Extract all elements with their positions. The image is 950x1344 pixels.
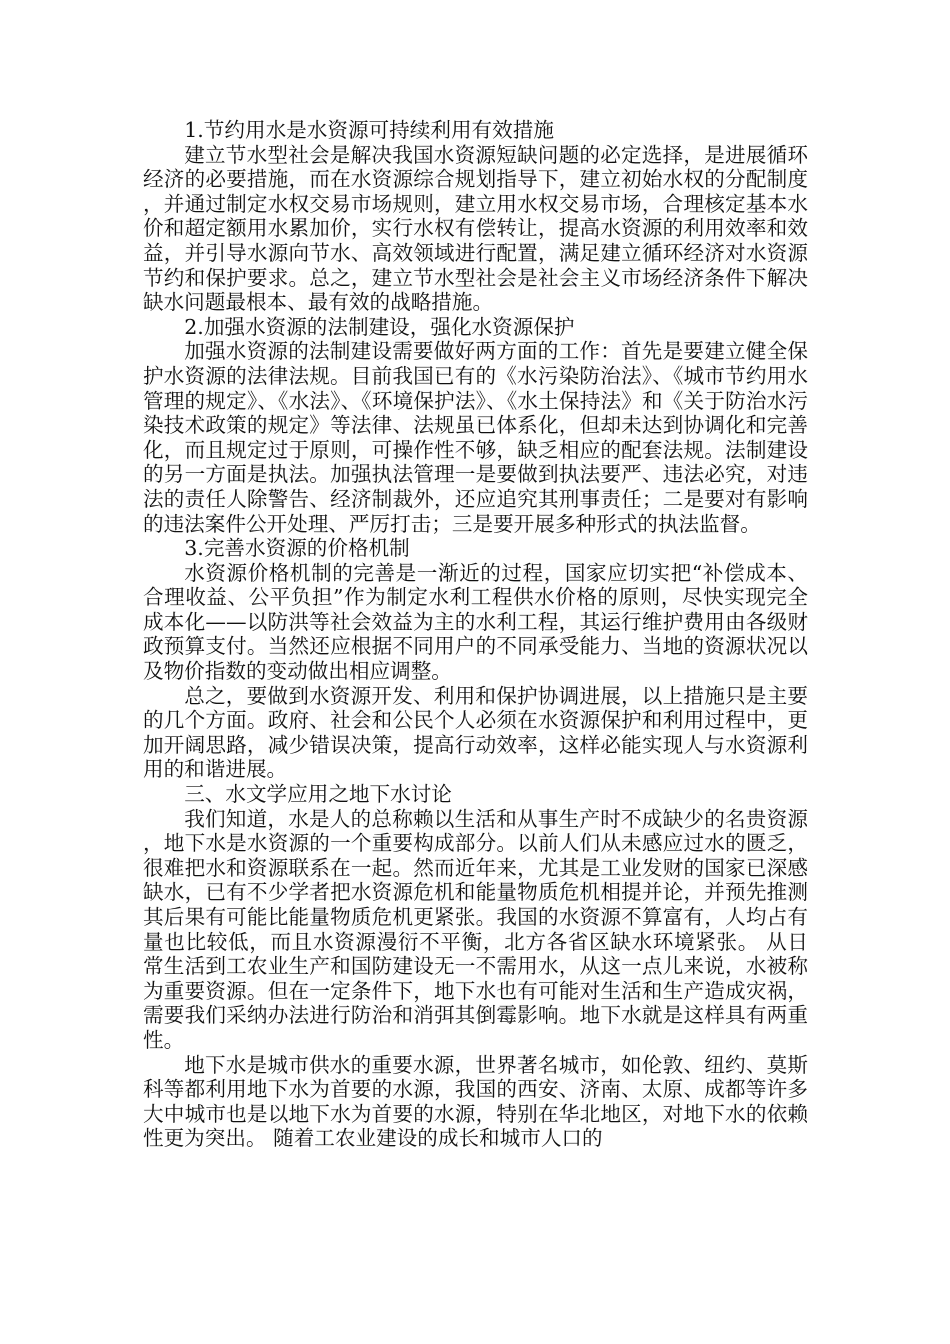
heading-price-mechanism: 3.完善水资源的价格机制 [184,536,410,561]
paragraph-water-saving-society: 建立节水型社会是解决我国水资源短缺问题的必定选择，是进展循环经济的必要措施，而在水资源综合规划指导下，建立初始水权的分配制度，并通过制定水权交易市场规则，建立用水权交易市场，合理核定基本水价和超定额用水累加价，实行水权有偿转让，提高水资源的利用效率和效益，并引导水源向节水、高效领域进行配置，满足建立循环经济对水资源节约和保护要求。总之，建立节水型社会是社会主义市场经济条件下解决缺水问题最根本、最有效的战略措施。 [143,142,808,315]
paragraph-groundwater-intro: 我们知道，水是人的总称赖以生活和从事生产时不成缺少的名贵资源，地下水是水资源的一个重要构成部分。以前人们从未感应过水的匮乏，很难把水和资源联系在一起。然而近年来，尤其是工业发财的国家已深感缺水，已有不少学者把水资源危机和能量物质危机相提并论，并预先推测其后果有可能比能量物质危机更紧张。我国的水资源不算富有，人均占有量也比较低，而且水资源漫衍不平衡，北方各省区缺水环境紧张。 从日常生活到工农业生产和国防建设无一不需用水，从这一点儿来说，水被称为重要资源。但在一定条件下，地下水也有可能对生活和生产造成灾祸，需要我们采纳办法进行防治和消弭其倒霉影响。地下水就是这样具有两重性。 [143,806,808,1052]
paragraph-groundwater-cities: 地下水是城市供水的重要水源，世界著名城市，如伦敦、纽约、莫斯科等都利用地下水为首要的水源，我国的西安、济南、太原、成都等许多大中城市也是以地下水为首要的水源，特别在华北地区，对地下水的依赖性更为突出。 随着工农业建设的成长和城市人口的 [143,1052,808,1151]
paragraph-legal-system: 加强水资源的法制建设需要做好两方面的工作：首先是要建立健全保护水资源的法律法规。目前我国已有的《水污染防治法》、《城市节约用水管理的规定》、《水法》、《环境保护法》、《水土保持法》和《关于防治水污染技术政策的规定》等法律、法规虽已体系化，但却未达到协调化和完善化，而且规定过于原则，可操作性不够，缺乏相应的配套法规。法制建设的另一方面是执法。加强执法管理一是要做到执法要严、违法必究，对违法的责任人除警告、经济制裁外，还应追究其刑事责任；二是要对有影响的违法案件公开处理、严厉打击；三是要开展多种形式的执法监督。 [143,339,808,536]
document-body [143,118,808,1151]
heading-groundwater: 三、水文学应用之地下水讨论 [184,782,452,807]
paragraph-summary: 总之，要做到水资源开发、利用和保护协调进展，以上措施只是主要的几个方面。政府、社会和公民个人必须在水资源保护和利用过程中，更加开阔思路，减少错误决策，提高行动效率，这样必能实现人与水资源利用的和谐进展。 [143,683,808,782]
heading-water-saving: 1.节约用水是水资源可持续利用有效措施 [184,118,554,142]
paragraph-price-mechanism: 水资源价格机制的完善是一渐近的过程，国家应切实把“补偿成本、合理收益、公平负担”作为制定水利工程供水价格的原则，尽快实现完全成本化——以防洪等社会效益为主的水利工程，其运行维护费用由各级财政预算支付。当然还应根据不同用户的不同承受能力、当地的资源状况以及物价指数的变动做出相应调整。 [143,560,808,684]
heading-legal-system: 2.加强水资源的法制建设，强化水资源保护 [184,314,575,339]
